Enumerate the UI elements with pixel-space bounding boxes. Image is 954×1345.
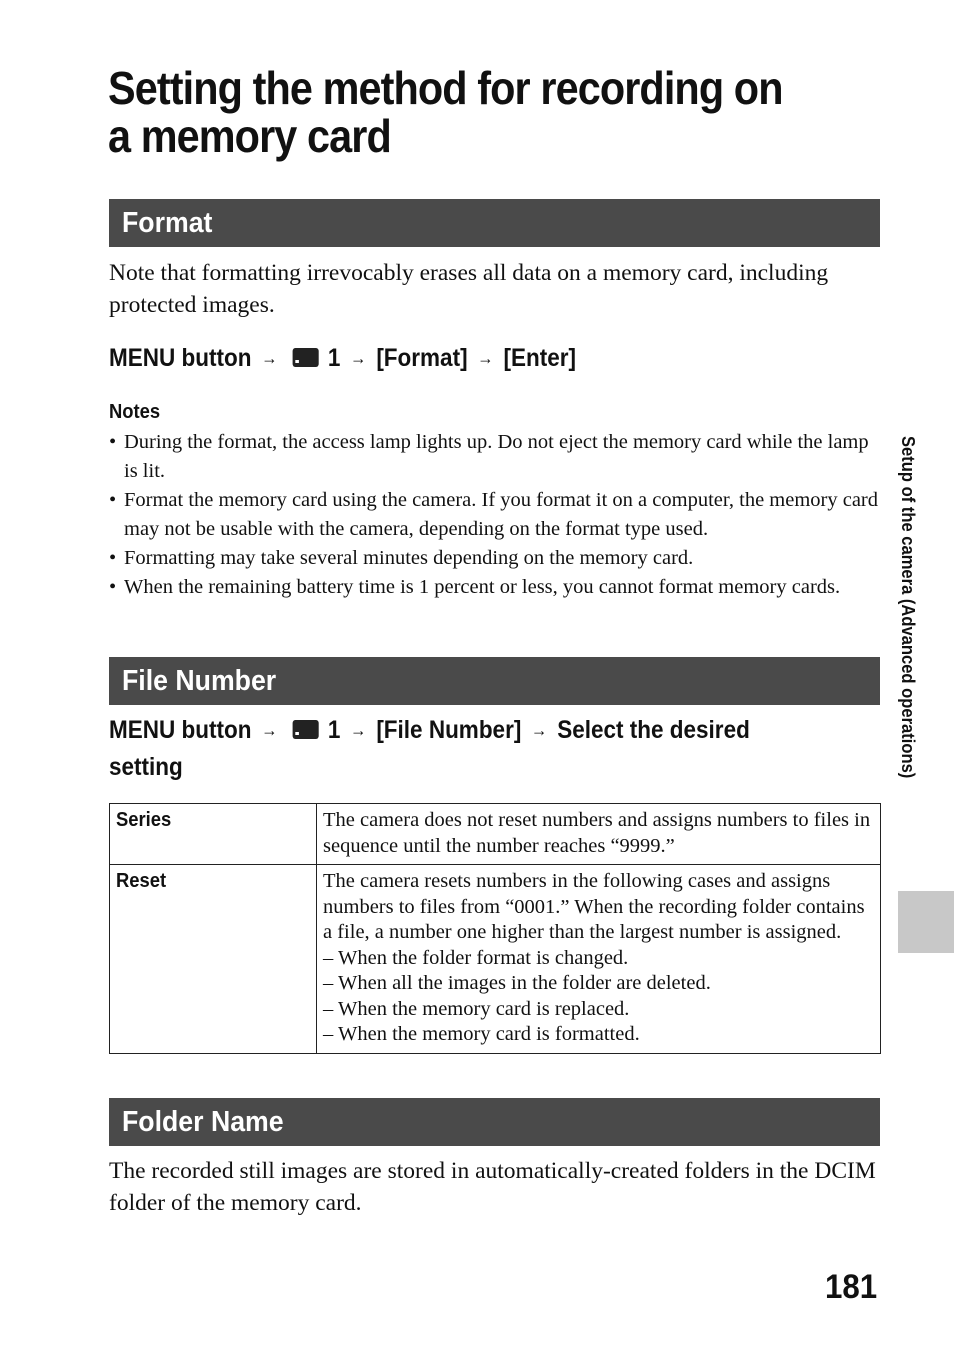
- arrow-right-icon: →: [261, 348, 278, 368]
- format-intro: Note that formatting irrevocably erases all data on a memory card, including protected images.: [109, 260, 829, 318]
- page-number: 181: [825, 1268, 878, 1306]
- menu-button-label: MENU button: [109, 344, 252, 372]
- file-number-settings-table: [109, 803, 881, 1054]
- setting-description: [317, 804, 881, 865]
- page-title: Setting the method for recording on a memory card: [108, 62, 783, 162]
- arrow-right-icon: →: [477, 348, 494, 368]
- section-heading-folder-name: [109, 1098, 880, 1146]
- description-line: – When the memory card is replaced.: [323, 997, 630, 1020]
- menu-step-select-setting: Select the desired setting: [109, 716, 750, 781]
- arrow-right-icon: →: [261, 720, 278, 740]
- chapter-side-tab-label: Setup of the camera (Advanced operations): [898, 436, 918, 779]
- note-item: • When the remaining battery time is 1 percent or less, you cannot format memory cards.: [109, 573, 884, 602]
- menu-step-format: [Format]: [376, 344, 468, 372]
- menu-tab-number: 1: [327, 344, 341, 372]
- note-item: • During the format, the access lamp lights up. Do not eject the memory card while the lamp is lit.: [109, 428, 884, 486]
- arrow-right-icon: →: [350, 348, 367, 368]
- menu-tab-number: 1: [327, 716, 341, 744]
- description-line: The camera does not reset numbers and assigns numbers to files in sequence until the number reaches “9999.”: [323, 809, 871, 857]
- notes-title: Notes: [109, 401, 161, 423]
- setting-name: [110, 804, 317, 865]
- description-line: – When the folder format is changed.: [323, 946, 629, 969]
- section-heading-format-label: Format: [122, 207, 213, 239]
- description-line: – When the memory card is formatted.: [323, 1023, 640, 1045]
- setting-description: [317, 865, 881, 1054]
- menu-step-file-number: [File Number]: [376, 716, 522, 744]
- table-row: [110, 865, 881, 1054]
- table-row: [110, 804, 881, 865]
- section-heading-format: [109, 199, 880, 247]
- memory-card-tab-icon: [293, 720, 319, 739]
- description-line: – When all the images in the folder are deleted.: [323, 972, 711, 994]
- setting-name: [110, 865, 317, 1054]
- format-menu-path: [109, 341, 889, 378]
- file-number-menu-path: [109, 713, 889, 785]
- setting-name-label: Reset: [116, 870, 167, 892]
- chapter-side-tab: [898, 436, 938, 876]
- arrow-right-icon: →: [531, 720, 548, 740]
- arrow-right-icon: →: [350, 720, 367, 740]
- section-heading-file-number-label: File Number: [122, 665, 277, 697]
- section-heading-folder-name-label: Folder Name: [122, 1106, 284, 1138]
- note-item: • Formatting may take several minutes depending on the memory card.: [109, 544, 884, 573]
- chapter-thumb-index: [898, 891, 954, 953]
- description-line: The camera resets numbers in the following cases and assigns numbers to files from “0001.” When the recording folder contains a file, a number one higher than the largest number is assigned.: [323, 870, 865, 943]
- note-item: • Format the memory card using the camera. If you format it on a computer, the memory card may not be usable with the camera, depending on the format type used.: [109, 486, 884, 544]
- folder-name-body: The recorded still images are stored in automatically-created folders in the DCIM folder of the memory card.: [109, 1158, 876, 1216]
- section-heading-file-number: [109, 657, 880, 705]
- menu-step-enter: [Enter]: [503, 344, 576, 372]
- notes-list: [109, 428, 884, 602]
- memory-card-tab-icon: [293, 348, 319, 367]
- menu-button-label: MENU button: [109, 716, 252, 744]
- setting-name-label: Series: [116, 809, 172, 831]
